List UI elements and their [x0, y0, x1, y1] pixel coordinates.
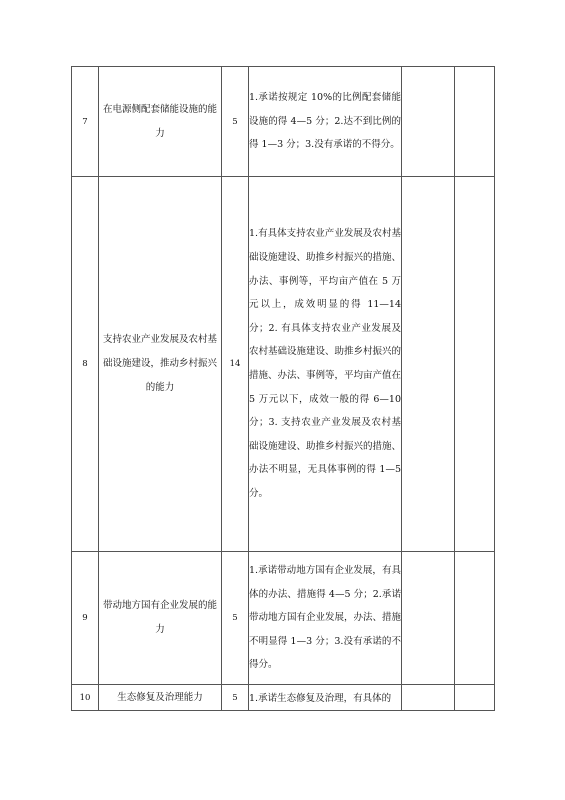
- row-number: 9: [72, 552, 99, 685]
- blank-cell: [402, 685, 455, 711]
- blank-cell: [455, 67, 495, 177]
- scoring-criteria: 1.有具体支持农业产业发展及农村基础设施建设、助推乡村振兴的措施、办法、事例等，平均亩产值在 5 万元以上，成效明显的得 11—14 分；2. 有具体支持农业产业发展及农村基础设施建设、助推乡村振兴的措施、办法、事例等，平均亩产值在 5 万元以下，成效一般的得 6—10 分；3. 支持农业产业发展及农村基础设施建设、助推乡村振兴的措施、办法不明显，无具体事例的得 1—5 分。: [249, 177, 402, 552]
- blank-cell: [402, 67, 455, 177]
- points-value: 5: [222, 67, 249, 177]
- scoring-table: [71, 66, 495, 711]
- blank-cell: [455, 552, 495, 685]
- evaluation-item: 支持农业产业发展及农村基础设施建设，推动乡村振兴的能力: [99, 177, 222, 552]
- points-value: 5: [222, 552, 249, 685]
- blank-cell: [455, 177, 495, 552]
- scoring-criteria: 1.承诺带动地方国有企业发展，有具体的办法、措施得 4—5 分；2.承诺带动地方国有企业发展，办法、措施不明显得 1—3 分；3.没有承诺的不得分。: [249, 552, 402, 685]
- table-row: [72, 67, 495, 177]
- row-number: 10: [72, 685, 99, 711]
- scoring-criteria: 1.承诺按规定 10%的比例配套储能设施的得 4—5 分；2.达不到比例的得 1—3 分；3.没有承诺的不得分。: [249, 67, 402, 177]
- evaluation-item: 在电源侧配套储能设施的能力: [99, 67, 222, 177]
- row-number: 8: [72, 177, 99, 552]
- table-row: [72, 552, 495, 685]
- blank-cell: [402, 177, 455, 552]
- blank-cell: [402, 552, 455, 685]
- row-number: 7: [72, 67, 99, 177]
- scoring-criteria: 1.承诺生态修复及治理，有具体的: [249, 685, 402, 711]
- table-row: [72, 685, 495, 711]
- table-row: [72, 177, 495, 552]
- blank-cell: [455, 685, 495, 711]
- points-value: 5: [222, 685, 249, 711]
- evaluation-item: 生态修复及治理能力: [99, 685, 222, 711]
- points-value: 14: [222, 177, 249, 552]
- evaluation-item: 带动地方国有企业发展的能力: [99, 552, 222, 685]
